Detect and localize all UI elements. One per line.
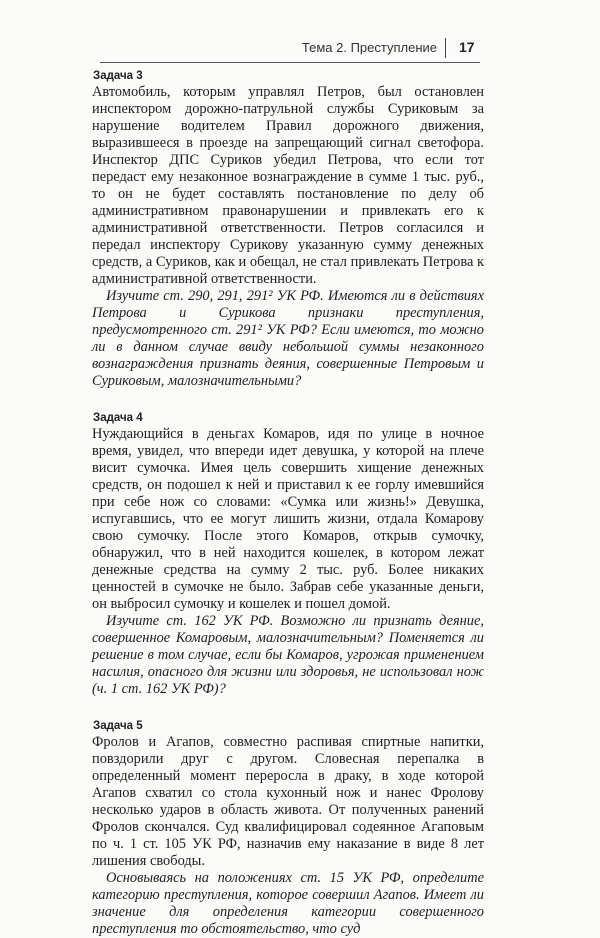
task-body: Фролов и Агапов, совместно распивая спиртные напитки, повздорили друг с другом. Словесная перепалка в определенный момент переросла в драку, в ходе которой Агапов схватил со стола кухонный нож и нанес Фролову несколько ударов в область живота. От полученных ранений Фролов скончался. Суд квалифицировал содеянное Агаповым по ч. 1 ст. 105 УК РФ, назначив ему наказание в виде 8 лет лишения свободы. [92,734,484,869]
task-5 [92,720,484,938]
page-content [92,70,484,938]
task-3 [92,70,484,390]
task-body: Автомобиль, которым управлял Петров, был остановлен инспектором дорожно-патрульной службы Суриковым за нарушение водителем Правил дорожного движения, выразившееся в проезде на запрещающий сигнал светофора. Инспектор ДПС Суриков убедил Петрова, что если тот передаст ему незаконное вознаграждение в сумме 1 тыс. руб., то он не будет составлять постановление по делу об административном правонарушении и привлекать его к административной ответственности. Петров согласился и передал инспектору Сурикову указанную сумму денежных средств, а Суриков, как и обещал, не стал привлекать Петрова к административной ответственности. [92,84,484,287]
task-title: Задача 5 [93,720,143,732]
task-question: Изучите ст. 290, 291, 291² УК РФ. Имеются ли в действиях Петрова и Сурикова признаки преступления, предусмотренного ст. 291² УК РФ? Если имеются, то можно ли в данном случае ввиду небольшой суммы незаконного вознаграждения признать деяния, совершенные Петровым и Суриковым, малозначительными? [92,288,484,389]
running-header [0,38,600,60]
task-title: Задача 4 [93,412,143,424]
page-number: 17 [459,39,475,55]
header-divider [445,38,446,58]
task-title: Задача 3 [93,70,143,82]
header-topic: Тема 2. Преступление [301,40,437,55]
task-body: Нуждающийся в деньгах Комаров, идя по улице в ночное время, увидел, что впереди идет девушка, у которой на плече висит сумочка. Имея цель совершить хищение денежных средств, он подошел к ней и приставил к ее горлу имевшийся при себе нож со словами: «Сумка или жизнь!» Девушка, испугавшись, что ее могут лишить жизни, отдала Комарову свою сумочку. После этого Комаров, открыв сумочку, обнаружил, что в ней находится кошелек, в котором лежат денежные средства на сумму 2 тыс. руб. Более никаких ценностей в сумочке не было. Забрав себе указанные деньги, он выбросил сумочку и кошелек и пошел домой. [92,426,484,612]
task-4 [92,412,484,698]
task-question: Изучите ст. 162 УК РФ. Возможно ли признать деяние, совершенное Комаровым, малозначительным? Поменяется ли решение в том случае, если бы Комаров, угрожая применением насилия, опасного для жизни или здоровья, не использовал нож (ч. 1 ст. 162 УК РФ)? [92,613,484,697]
task-question: Основываясь на положениях ст. 15 УК РФ, определите категорию преступления, которое совершил Агапов. Имеет ли значение для определения категории совершенного преступления то обстоятельство, что суд [92,870,484,937]
header-rule [100,62,480,63]
